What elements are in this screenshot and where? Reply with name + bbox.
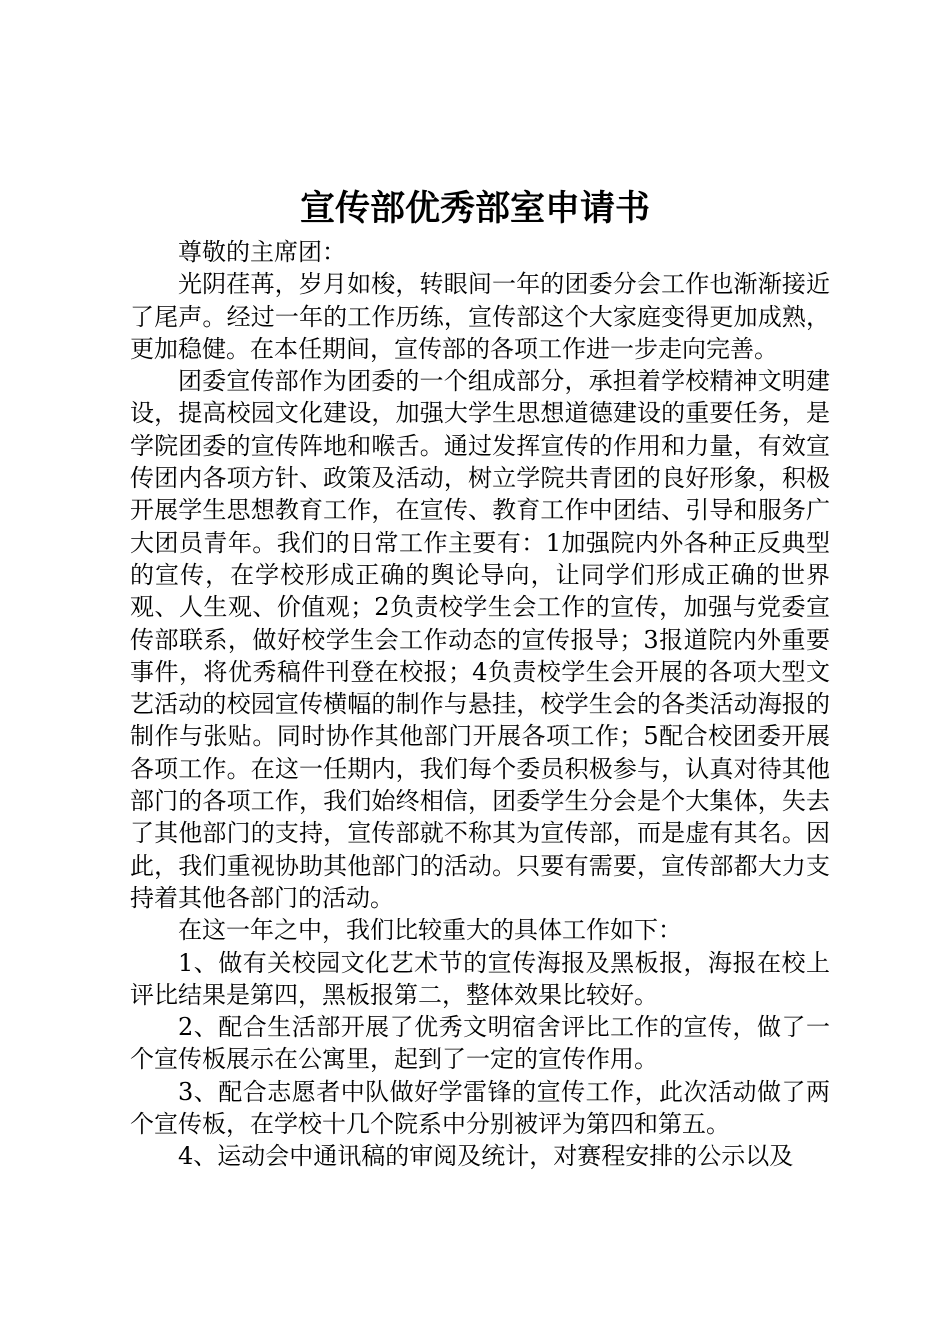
- paragraph: 团委宣传部作为团委的一个组成部分，承担着学校精神文明建设，提高校园文化建设，加强大学生思想道德建设的重要任务，是学院团委的宣传阵地和喉舌。通过发挥宣传的作用和力量，有效宣传团内各项方针、政策及活动，树立学院共青团的良好形象，积极开展学生思想教育工作，在宣传、教育工作中团结、引导和服务广大团员青年。我们的日常工作主要有：1加强院内外各种正反典型的宣传，在学校形成正确的舆论导向，让同学们形成正确的世界观、人生观、价值观；2负责校学生会工作的宣传，加强与党委宣传部联系，做好校学生会工作动态的宣传报导；3报道院内外重要事件，将优秀稿件刊登在校报；4负责校学生会开展的各项大型文艺活动的校园宣传横幅的制作与悬挂，校学生会的各类活动海报的制作与张贴。同时协作其他部门开展各项工作；5配合校团委开展各项工作。在这一任期内，我们每个委员积极参与，认真对待其他部门的各项工作，我们始终相信，团委学生分会是个大集体，失去了其他部门的支持，宣传部就不称其为宣传部，而是虚有其名。因此，我们重视协助其他部门的活动。只要有需要，宣传部都大力支持着其他各部门的活动。: [130, 367, 830, 912]
- list-item: 2、配合生活部开展了优秀文明宿舍评比工作的宣传，做了一个宣传板展示在公寓里，起到了一定的宣传作用。: [130, 1013, 830, 1074]
- salutation: 尊敬的主席团：: [178, 238, 346, 266]
- paragraph: 光阴荏苒，岁月如梭，转眼间一年的团委分会工作也渐渐接近了尾声。经过一年的工作历练，宣传部这个大家庭变得更加成熟，更加稳健。在本任期间，宣传部的各项工作进一步走向完善。: [130, 270, 830, 363]
- document-title: 宣传部优秀部室申请书: [299, 188, 650, 229]
- document-body: [130, 236, 830, 1173]
- list-item: 3、配合志愿者中队做好学雷锋的宣传工作，此次活动做了两个宣传板，在学校十几个院系中分别被评为第四和第五。: [130, 1077, 830, 1139]
- list-item: 1、做有关校园文化艺术节的宣传海报及黑板报，海报在校上评比结果是第四，黑板报第二，整体效果比较好。: [130, 948, 830, 1009]
- paragraph: 在这一年之中，我们比较重大的具体工作如下：: [178, 916, 682, 945]
- list-item: 4、运动会中通讯稿的审阅及统计，对赛程安排的公示以及: [178, 1142, 794, 1171]
